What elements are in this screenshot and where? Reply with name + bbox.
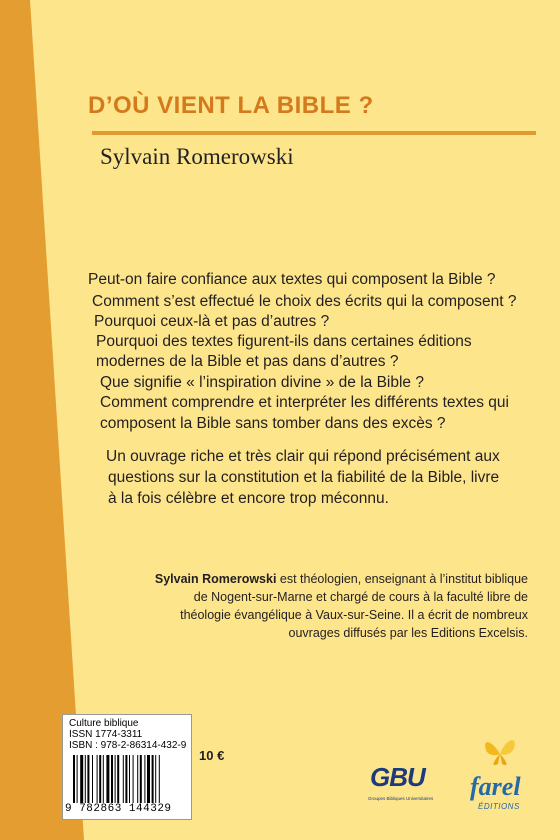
question-line: Pourquoi des textes figurent-ils dans certaines éditions [96, 333, 472, 350]
price: 10 € [199, 748, 225, 763]
question-line: Peut-on faire confiance aux textes qui composent la Bible ? [88, 271, 496, 288]
issn-label: ISSN 1774-3311 [69, 729, 143, 740]
isbn-label: ISBN : 978-2-86314-432-9 [69, 740, 187, 751]
author-name: Sylvain Romerowski [100, 144, 294, 169]
gbu-subtitle: Groupes Bibliques Universitaires [368, 796, 434, 801]
barcode-box [62, 714, 192, 820]
blurb-line: Un ouvrage riche et très clair qui répond précisément aux [106, 448, 500, 465]
question-line: composent la Bible sans tomber dans des excès ? [100, 415, 446, 432]
bio-line: ouvrages diffusés par les Editions Excelsis. [288, 626, 528, 640]
bio-line-1-rest: est théologien, enseignant à l’institut biblique [276, 572, 528, 586]
question-line: Comment s’est effectué le choix des écrits qui la composent ? [92, 293, 517, 310]
farel-subtitle: ÉDITIONS [478, 802, 520, 811]
bio-line: de Nogent-sur-Marne et chargé de cours à la faculté libre de [193, 590, 528, 604]
blurb-line: questions sur la constitution et la fiabilité de la Bible, livre [108, 469, 500, 486]
gbu-logo: GBU [370, 762, 425, 792]
barcode-number: 9 782863 144329 [65, 803, 172, 815]
collection-label: Culture biblique [69, 718, 139, 729]
bio-line: théologie évangélique à Vaux-sur-Seine. Il a écrit de nombreux [180, 608, 528, 622]
butterfly-icon [480, 732, 520, 772]
question-line: Pourquoi ceux-là et pas d’autres ? [94, 313, 330, 330]
title-rule [92, 131, 536, 135]
question-line: Que signifie « l’inspiration divine » de la Bible ? [100, 374, 424, 391]
barcode-bars [73, 755, 183, 803]
question-line: modernes de la Bible et pas dans d’autres ? [96, 353, 399, 370]
blurb-line: à la fois célèbre et encore trop méconnu. [108, 490, 389, 507]
bio-author-name: Sylvain Romerowski [154, 572, 277, 586]
bio-line [110, 570, 528, 588]
question-line: Comment comprendre et interpréter les différents textes qui [100, 394, 509, 411]
farel-logo: farel [470, 772, 521, 801]
book-title: D’OÙ VIENT LA BIBLE ? [88, 92, 374, 119]
